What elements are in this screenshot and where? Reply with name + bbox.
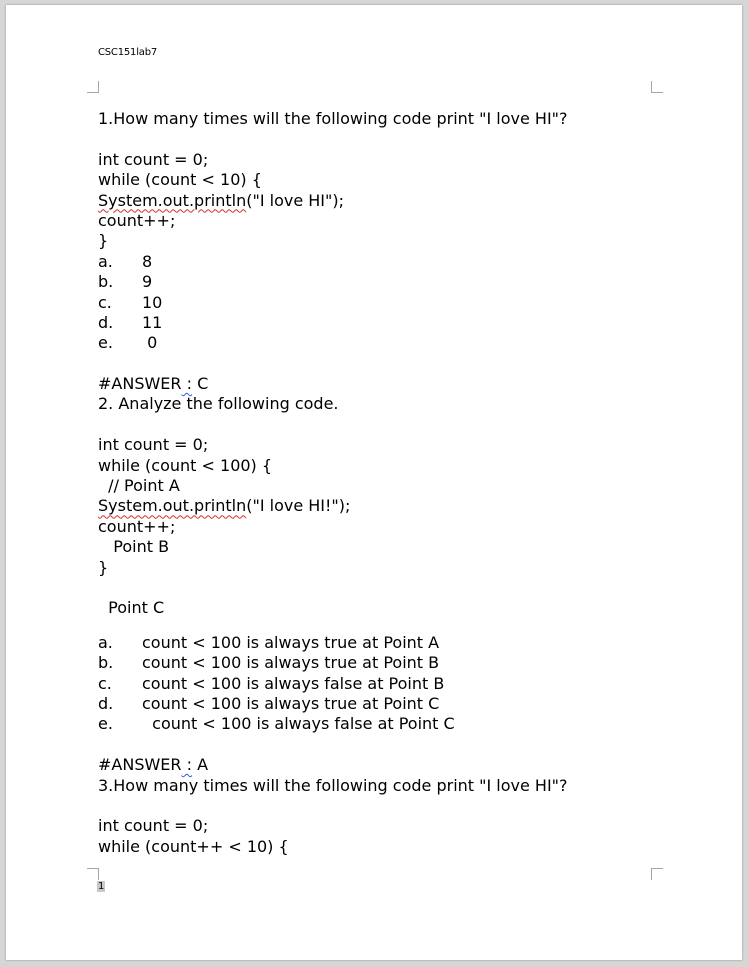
q2-spellcheck-call[interactable]: System.out.println [98,496,247,516]
blank-line [98,415,658,435]
blank-line [98,796,658,816]
option-value: count < 100 is always false at Point B [142,673,445,693]
q2-option-c [98,674,658,694]
q1-option-e [98,333,658,353]
q1-code-line-1: int count = 0; [98,149,209,169]
q1-answer [98,374,658,394]
option-label: d. [98,693,114,713]
answer-value: A [192,755,209,775]
option-value: count < 100 is always true at Point B [142,653,440,673]
q2-option-e [98,714,658,734]
q2-option-b [98,653,658,673]
q1-call-args: ("I love HI"); [246,190,344,210]
blank-line [98,619,658,633]
q1-option-a [98,252,658,272]
q2-code-line-2: while (count < 100) { [98,455,273,475]
page-number: 1 [98,881,105,892]
answer-colon-grammar-mark[interactable]: : [181,374,193,394]
option-value: 8 [142,251,153,271]
q2-question: 2. Analyze the following code. [98,394,339,414]
crop-mark-bottom-left [87,868,99,880]
crop-mark-bottom-right [651,868,663,880]
crop-mark-top-left [87,81,99,93]
q3-code-line-2: while (count++ < 10) { [98,836,289,856]
q2-option-d [98,694,658,714]
blank-line [98,578,658,598]
q2-code-line-7: } [98,557,109,577]
q1-spellcheck-call[interactable]: System.out.println [98,190,247,210]
q1-code-line-5: } [98,231,109,251]
option-value: 10 [142,292,163,312]
q1-code-line-2: while (count < 10) { [98,170,262,190]
option-value: count < 100 is always false at Point C [142,714,455,734]
q3-question: 3.How many times will the following code print "I love HI"? [98,775,568,795]
q2-option-a [98,633,658,653]
option-label: d. [98,312,114,332]
option-label: a. [98,632,113,652]
q1-option-b [98,272,658,292]
option-value: 11 [142,312,163,332]
option-value: count < 100 is always true at Point C [142,693,440,713]
document-body[interactable] [98,109,658,857]
q1-code-line-3 [98,191,658,211]
q2-code-line-1: int count = 0; [98,435,209,455]
answer-prefix: #ANSWER [98,755,182,775]
q1-code-line-4: count++; [98,210,176,230]
q2-call-args: ("I love HI!"); [246,496,351,516]
q1-option-d [98,313,658,333]
page-header: CSC151lab7 [98,47,158,58]
q3-code-line-1: int count = 0; [98,816,209,836]
q2-answer [98,755,658,775]
answer-prefix: #ANSWER [98,374,182,394]
option-value: 0 [142,333,158,353]
q1-question: 1.How many times will the following code print "I love HI"? [98,109,568,128]
blank-line [98,354,658,374]
q1-option-c [98,293,658,313]
answer-colon-grammar-mark[interactable]: : [181,755,193,775]
option-label: e. [98,333,113,353]
q2-code-line-6: Point B [98,537,170,557]
option-label: a. [98,251,113,271]
option-label: b. [98,272,114,292]
document-page [6,5,742,960]
option-value: 9 [142,272,153,292]
answer-value: C [192,374,209,394]
blank-line [98,735,658,755]
option-label: b. [98,653,114,673]
option-label: e. [98,714,113,734]
q2-code-line-5: count++; [98,516,176,536]
crop-mark-top-right [651,81,663,93]
q2-code-line-4 [98,496,658,516]
option-label: c. [98,292,112,312]
option-label: c. [98,673,112,693]
q2-code-line-8: Point C [98,598,165,618]
blank-line [98,129,658,149]
q2-code-line-3: // Point A [98,476,180,496]
option-value: count < 100 is always true at Point A [142,632,440,652]
